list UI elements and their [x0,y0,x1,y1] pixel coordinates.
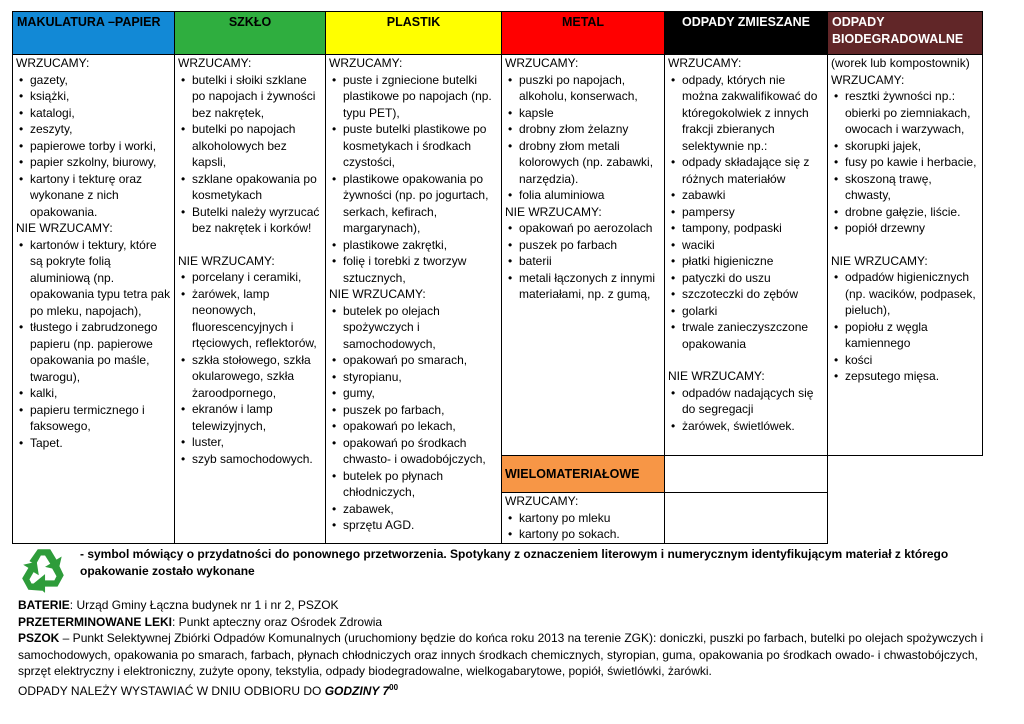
header-mixed: ODPADY ZMIESZANE [665,12,828,55]
list-item: • plastikowe opakowania po żywności (np. po jogurtach, serkach, kefirach, margarynach), [343,171,498,237]
list-item: • popiół drzewny [845,220,979,237]
metal-throw-label: WRZUCAMY: [505,56,579,70]
recycle-icon [18,544,70,596]
deadline-sup: 00 [389,682,399,692]
list-item: • zabawki [682,187,824,204]
multi-empty-cell-2 [665,493,828,544]
deadline-line [18,680,1008,700]
glass-throw-list [178,72,322,237]
list-item: • książki, [30,88,171,105]
list-item: • Butelki należy wyrzucać bez nakrętek i korków! [192,204,322,237]
list-item: • płatki higieniczne [682,253,824,270]
metal-throw-list [505,72,661,204]
meds-line [18,614,1008,631]
list-item: • pampersy [682,204,824,221]
list-item: • butelek po olejach spożywczych i samochodowych, [343,303,498,353]
list-item: • styropianu, [343,369,498,386]
bio-no-label: NIE WRZUCAMY: [831,253,928,268]
list-item: • popiołu z węgla kamiennego [845,319,979,352]
meds-text: : Punkt apteczny oraz Ośrodek Zdrowia [172,614,383,629]
list-item: • opakowań po lekach, [343,418,498,435]
list-item: • papier szkolny, biurowy, [30,154,171,171]
bio-throw-label: WRZUCAMY: [831,72,905,87]
paper-no-label: NIE WRZUCAMY: [16,221,113,235]
column-bio [828,55,983,456]
list-item: • opakowań po aerozolach [519,220,661,237]
list-item: • metali łączonych z innymi materiałami, np. z gumą, [519,270,661,303]
list-item: • opakowań po smarach, [343,352,498,369]
deadline-text: ODPADY NALEŻY WYSTAWIAĆ W DNIU ODBIORU DO [18,683,325,698]
paper-throw-list [16,72,171,221]
list-item: • baterii [519,253,661,270]
column-plastic [326,55,502,544]
list-item: • fusy po kawie i herbacie, [845,154,979,171]
column-paper [13,55,175,544]
list-item: • kartony po mleku [519,510,661,527]
list-item: • odpadów nadających się do segregacji [682,385,824,418]
list-item: • puste butelki plastikowe po kosmetykach i środkach czystości, [343,121,498,171]
column-mixed [665,55,828,456]
deadline-bold: GODZINY 7 [324,683,390,698]
list-item: • drobny złom metali kolorowych (np. zabawki, narzędzia). [519,138,661,188]
header-metal: METAL [502,12,665,55]
list-item: • trwale zanieczyszczone opakowania [682,319,824,352]
list-item: • kartony i tekturę oraz wykonane z nich opakowania. [30,171,171,221]
waste-sorting-table [12,11,983,544]
list-item: • kości [845,352,979,369]
meds-label: PRZETERMINOWANE LEKI [18,614,173,629]
bio-throw-list [831,88,979,237]
list-item: • tampony, podpaski [682,220,824,237]
header-plastic: PLASTIK [326,12,502,55]
info-section [18,597,1008,699]
header-multi: WIELOMATERIAŁOWE [502,456,665,493]
list-item: • plastikowe zakrętki, [343,237,498,254]
header-paper: MAKULATURA –PAPIER [13,12,175,55]
list-item: • butelki i słoiki szklane po napojach i żywności bez nakrętek, [192,72,322,122]
list-item: • sprzętu AGD. [343,517,498,534]
list-item: • kalki, [30,385,171,402]
batteries-line [18,597,1008,614]
pszok-line [18,630,1008,680]
paper-no-list [16,237,171,452]
list-item: • luster, [192,434,322,451]
list-item: • porcelany i ceramiki, [192,269,322,286]
metal-no-list [505,220,661,303]
bio-spacer [828,456,983,544]
list-item: • waciki [682,237,824,254]
plastic-no-label: NIE WRZUCAMY: [329,287,426,301]
list-item: • ekranów i lamp telewizyjnych, [192,401,322,434]
list-item: • resztki żywności np.: obierki po ziemniakach, owocach i warzywach, [845,88,979,138]
bio-no-list [831,269,979,385]
plastic-no-list [329,303,498,534]
column-multi [502,493,665,544]
batteries-label: BATERIE [18,598,70,612]
column-metal [502,55,665,456]
list-item: • szczoteczki do zębów [682,286,824,303]
list-item: • papieru termicznego i faksowego, [30,402,171,435]
list-item: • butelek po płynach chłodniczych, [343,468,498,501]
mixed-no-list [668,385,824,435]
list-item: • odpadów higienicznych (np. wacików, podpasek, pieluch), [845,269,979,319]
list-item: • papierowe torby i worki, [30,138,171,155]
list-item: • odpady, których nie można zakwalifikować do któregokolwiek z innych frakcji zbieranych selektywnie np.: [682,72,824,155]
list-item: • skorupki jajek, [845,138,979,155]
mixed-no-label: NIE WRZUCAMY: [668,369,765,383]
list-item: • folię i torebki z tworzyw sztucznych, [343,253,498,286]
list-item: • kartonów i tektury, które są pokryte folią aluminiową (np. opakowania typu tetra pak po mleku, napojach), [30,237,171,320]
multi-empty-cell [665,456,828,493]
header-glass: SZKŁO [175,12,326,55]
multi-throw-label: WRZUCAMY: [505,494,579,508]
header-bio: ODPADY BIODEGRADOWALNE [828,12,983,55]
list-item: • zeszyty, [30,121,171,138]
bio-note: (worek lub kompostownik) [831,56,970,70]
list-item: • golarki [682,303,824,320]
list-item: • żarówek, lamp neonowych, fluorescencyjnych i rtęciowych, reflektorów, [192,286,322,352]
recycle-symbol-note: - symbol mówiący o przydatności do ponownego przetworzenia. Spotykany z oznaczeniem literowym i numerycznym identyfikującym materiał z którego opakowanie zostało wykonane [80,547,949,578]
list-item: • patyczki do uszu [682,270,824,287]
list-item: • szkła stołowego, szkła okularowego, szkła żaroodpornego, [192,352,322,402]
list-item: • folia aluminiowa [519,187,661,204]
list-item: • tłustego i zabrudzonego papieru (np. papierowe opakowania po maśle, twarogu), [30,319,171,385]
plastic-throw-list [329,72,498,287]
list-item: • butelki po napojach alkoholowych bez kapsli, [192,121,322,171]
mixed-throw-label: WRZUCAMY: [668,56,742,70]
list-item: • puszki po napojach, alkoholu, konserwach, [519,72,661,105]
list-item: • szyb samochodowych. [192,451,322,468]
pszok-label: PSZOK [18,631,60,645]
list-item: • kartony po sokach. [519,526,661,543]
multi-throw-list [505,510,661,543]
list-item: • puszek po farbach, [343,402,498,419]
list-item: • żarówek, świetlówek. [682,418,824,435]
glass-no-list [178,269,322,467]
batteries-text: : Urząd Gminy Łączna budynek nr 1 i nr 2, PSZOK [69,598,339,612]
mixed-throw-list [668,72,824,353]
list-item: • puszek po farbach [519,237,661,254]
list-item: • drobne gałęzie, liście. [845,204,979,221]
list-item: • szklane opakowania po kosmetykach [192,171,322,204]
list-item: • zabawek, [343,501,498,518]
glass-no-label: NIE WRZUCAMY: [178,253,275,268]
list-item: • drobny złom żelazny [519,121,661,138]
list-item: • gumy, [343,385,498,402]
list-item: • kapsle [519,105,661,122]
list-item: • Tapet. [30,435,171,452]
list-item: • zepsutego mięsa. [845,368,979,385]
metal-no-label: NIE WRZUCAMY: [505,204,602,219]
list-item: • katalogi, [30,105,171,122]
column-glass [175,55,326,544]
plastic-throw-label: WRZUCAMY: [329,56,403,70]
list-item: • puste i zgniecione butelki plastikowe po napojach (np. typu PET), [343,72,498,122]
list-item: • gazety, [30,72,171,89]
glass-throw-label: WRZUCAMY: [178,56,252,70]
pszok-text: – Punkt Selektywnej Zbiórki Odpadów Komunalnych (uruchomiony będzie do końca roku 2013 na terenie ZGK): doniczki, puszki po farbach, butelki po olejach spożywczych i samochodowych, opakowania po smarach, farbach, płynach chłodniczych oraz innych środkach chemicznych, styropian, guma, opakowania po środkach owado- i chwastobójczych, sprzęt elektryczny i elektroniczny, zużyte opony, tekstylia, odpady biodegradowalne, wielkogabarytowe, popiół, świetlówki, żarówki. [18,631,984,678]
list-item: • skoszoną trawę, chwasty, [845,171,979,204]
paper-throw-label: WRZUCAMY: [16,56,90,70]
list-item: • odpady składające się z różnych materiałów [682,154,824,187]
list-item: • opakowań po środkach chwasto- i owadobójczych, [343,435,498,468]
